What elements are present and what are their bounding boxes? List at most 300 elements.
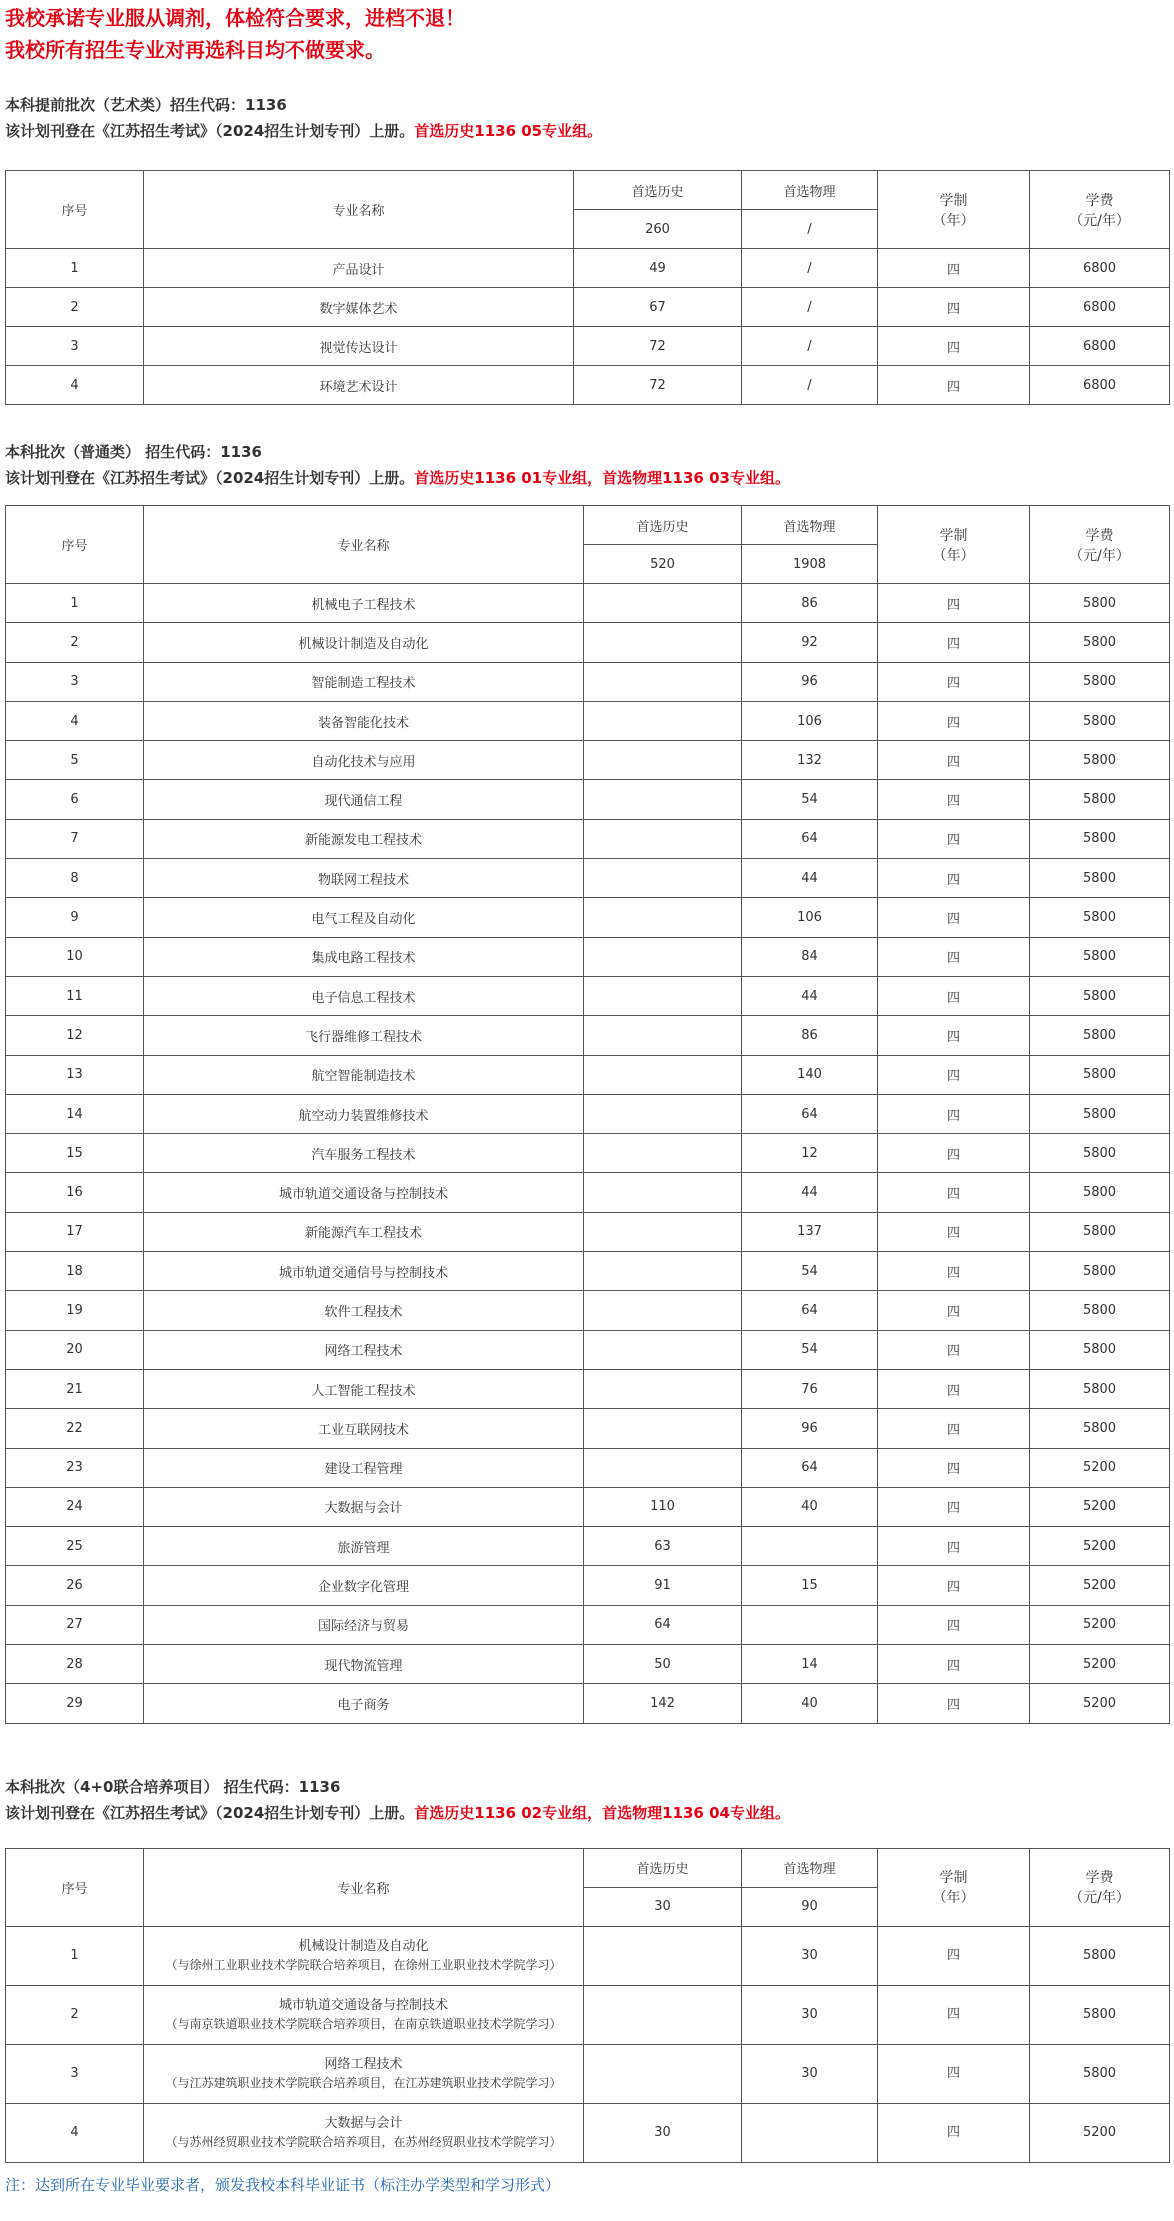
- row-duration: 四: [878, 819, 1030, 858]
- row-major-name: 现代物流管理: [144, 1645, 584, 1684]
- row-history: 50: [584, 1645, 742, 1684]
- row-duration: 四: [878, 1291, 1030, 1330]
- header-history: 首选历史: [584, 506, 742, 545]
- notice-block: [5, 0, 1169, 66]
- row-fee: 5200: [1030, 1527, 1170, 1566]
- row-fee: 5800: [1030, 1252, 1170, 1291]
- row-seq: 17: [6, 1212, 144, 1251]
- row-seq: 2: [6, 288, 144, 327]
- row-fee: 5800: [1030, 741, 1170, 780]
- header-duration-line1: 学制: [939, 527, 968, 544]
- row-seq: 7: [6, 819, 144, 858]
- table-row: [6, 1016, 1170, 1055]
- row-history: 30: [584, 2103, 742, 2162]
- section2-table: [5, 505, 1170, 1724]
- row-duration: 四: [878, 1448, 1030, 1487]
- row-physics: 86: [742, 1016, 878, 1055]
- row-history: [584, 780, 742, 819]
- table-row: [6, 1926, 1170, 1985]
- header-fee: [1030, 1848, 1170, 1926]
- table-row: [6, 780, 1170, 819]
- row-history: [584, 1409, 742, 1448]
- table-row: [6, 366, 1170, 405]
- row-physics: /: [742, 327, 878, 366]
- row-seq: 1: [6, 1926, 144, 1985]
- row-major-name: 装备智能化技术: [144, 701, 584, 740]
- header-duration-line2: （年）: [932, 1890, 975, 1907]
- row-major-title: 机械设计制造及自动化: [298, 1938, 429, 1954]
- row-physics: 44: [742, 976, 878, 1015]
- row-seq: 2: [6, 623, 144, 662]
- table-row: [6, 976, 1170, 1015]
- footnote: 注：达到所在专业毕业要求者，颁发我校本科毕业证书（标注办学类型和学习形式）: [5, 2175, 561, 2194]
- row-major-name: 电子信息工程技术: [144, 976, 584, 1015]
- row-duration: 四: [878, 859, 1030, 898]
- row-history: [584, 1369, 742, 1408]
- row-duration: 四: [878, 1409, 1030, 1448]
- row-major-name: 电气工程及自动化: [144, 898, 584, 937]
- row-history: [584, 2044, 742, 2103]
- row-seq: 21: [6, 1369, 144, 1408]
- row-major-name: 旅游管理: [144, 1527, 584, 1566]
- row-major-name: 新能源发电工程技术: [144, 819, 584, 858]
- row-physics: 14: [742, 1645, 878, 1684]
- row-major-name: [144, 2103, 584, 2162]
- row-seq: 24: [6, 1487, 144, 1526]
- table-row: [6, 249, 1170, 288]
- table-row: [6, 1985, 1170, 2044]
- table-header-row: [6, 506, 1170, 545]
- table-row: [6, 1330, 1170, 1369]
- header-duration-line1: 学制: [939, 1870, 968, 1887]
- header-fee-line2: （元/年）: [1069, 547, 1130, 564]
- row-seq: 22: [6, 1409, 144, 1448]
- row-major-name: 汽车服务工程技术: [144, 1134, 584, 1173]
- row-duration: 四: [878, 1645, 1030, 1684]
- row-major-name: 集成电路工程技术: [144, 937, 584, 976]
- table-row: [6, 1212, 1170, 1251]
- row-seq: 12: [6, 1016, 144, 1055]
- table-row: [6, 623, 1170, 662]
- total-history: 520: [584, 545, 742, 584]
- header-fee: [1030, 506, 1170, 584]
- section1-group: 首选历史1136 05专业组。: [414, 122, 603, 140]
- header-physics: 首选物理: [742, 1848, 878, 1887]
- row-history: 64: [584, 1605, 742, 1644]
- section2-group: 首选历史1136 01专业组，首选物理1136 03专业组。: [414, 469, 790, 487]
- section1-table: [5, 170, 1170, 405]
- row-history: [584, 1094, 742, 1133]
- row-major-name: 机械设计制造及自动化: [144, 623, 584, 662]
- row-duration: 四: [878, 327, 1030, 366]
- header-major: 专业名称: [144, 506, 584, 584]
- header-major: 专业名称: [144, 171, 574, 249]
- section3-group: 首选历史1136 02专业组，首选物理1136 04专业组。: [414, 1803, 790, 1822]
- row-fee: 5800: [1030, 859, 1170, 898]
- header-duration-line2: （年）: [932, 547, 975, 564]
- row-major-name: 视觉传达设计: [144, 327, 574, 366]
- row-fee: 5800: [1030, 1134, 1170, 1173]
- row-fee: 6800: [1030, 366, 1170, 405]
- row-major-note: （与苏州经贸职业技术学院联合培养项目，在苏州经贸职业技术学院学习）: [165, 2134, 562, 2149]
- row-major-name: 新能源汽车工程技术: [144, 1212, 584, 1251]
- row-history: [584, 1173, 742, 1212]
- row-physics: 44: [742, 1173, 878, 1212]
- row-duration: 四: [878, 976, 1030, 1015]
- row-fee: 5800: [1030, 584, 1170, 623]
- row-seq: 3: [6, 327, 144, 366]
- row-fee: 5800: [1030, 1985, 1170, 2044]
- row-major-name: 国际经济与贸易: [144, 1605, 584, 1644]
- row-seq: 8: [6, 859, 144, 898]
- header-seq: 序号: [6, 1848, 144, 1926]
- table-row: [6, 1291, 1170, 1330]
- row-physics: 15: [742, 1566, 878, 1605]
- row-major-name: 城市轨道交通信号与控制技术: [144, 1252, 584, 1291]
- row-fee: 5800: [1030, 898, 1170, 937]
- row-seq: 3: [6, 662, 144, 701]
- table-header-row: [6, 1848, 1170, 1887]
- section2-subtitle: [5, 465, 1169, 491]
- table-row: [6, 1173, 1170, 1212]
- table-row: [6, 2103, 1170, 2162]
- row-history: 63: [584, 1527, 742, 1566]
- row-major-title: 城市轨道交通设备与控制技术: [278, 1997, 448, 2013]
- row-duration: 四: [878, 1055, 1030, 1094]
- row-fee: 5800: [1030, 1409, 1170, 1448]
- row-duration: 四: [878, 1016, 1030, 1055]
- row-duration: 四: [878, 1926, 1030, 1985]
- row-fee: 6800: [1030, 327, 1170, 366]
- header-physics: 首选物理: [742, 171, 878, 210]
- section2-heading: [5, 439, 1169, 491]
- row-fee: 5800: [1030, 623, 1170, 662]
- row-history: [584, 701, 742, 740]
- row-major-note: （与徐州工业职业技术学院联合培养项目，在徐州工业职业技术学院学习）: [165, 1957, 562, 1972]
- row-physics: 54: [742, 1330, 878, 1369]
- row-major-name: 企业数字化管理: [144, 1566, 584, 1605]
- row-physics: /: [742, 288, 878, 327]
- row-history: [584, 1330, 742, 1369]
- table-row: [6, 1487, 1170, 1526]
- row-major-name: 物联网工程技术: [144, 859, 584, 898]
- row-physics: 64: [742, 819, 878, 858]
- row-major-name: 建设工程管理: [144, 1448, 584, 1487]
- header-major: 专业名称: [144, 1848, 584, 1926]
- row-history: [584, 1212, 742, 1251]
- row-fee: 5800: [1030, 937, 1170, 976]
- row-duration: 四: [878, 623, 1030, 662]
- row-fee: 5800: [1030, 819, 1170, 858]
- header-seq: 序号: [6, 506, 144, 584]
- row-major-name: 电子商务: [144, 1684, 584, 1723]
- row-physics: 12: [742, 1134, 878, 1173]
- row-fee: 5800: [1030, 780, 1170, 819]
- row-seq: 19: [6, 1291, 144, 1330]
- row-physics: 40: [742, 1684, 878, 1723]
- row-seq: 28: [6, 1645, 144, 1684]
- row-duration: 四: [878, 1985, 1030, 2044]
- table-header-row: [6, 171, 1170, 210]
- row-history: 72: [574, 366, 742, 405]
- row-physics: 106: [742, 898, 878, 937]
- row-seq: 3: [6, 2044, 144, 2103]
- row-seq: 26: [6, 1566, 144, 1605]
- notice-subjects: 我校所有招生专业对再选科目均不做要求。: [5, 38, 385, 62]
- table-row: [6, 1448, 1170, 1487]
- table-row: [6, 327, 1170, 366]
- row-fee: 6800: [1030, 249, 1170, 288]
- section1-subtitle-text: 该计划刊登在《江苏招生考试》（2024招生计划专刊）上册。: [5, 122, 415, 140]
- row-duration: 四: [878, 2044, 1030, 2103]
- row-duration: 四: [878, 1566, 1030, 1605]
- row-major-name: 环境艺术设计: [144, 366, 574, 405]
- row-major-name: 机械电子工程技术: [144, 584, 584, 623]
- row-duration: 四: [878, 780, 1030, 819]
- row-physics: [742, 1527, 878, 1566]
- section1-title: 本科提前批次（艺术类）招生代码：1136: [5, 96, 287, 114]
- row-fee: 5800: [1030, 1173, 1170, 1212]
- header-duration: [878, 1848, 1030, 1926]
- row-duration: 四: [878, 1173, 1030, 1212]
- row-major-title: 网络工程技术: [324, 2056, 403, 2072]
- row-physics: 64: [742, 1094, 878, 1133]
- row-seq: 1: [6, 584, 144, 623]
- table-row: [6, 1605, 1170, 1644]
- row-fee: 5800: [1030, 1291, 1170, 1330]
- row-physics: /: [742, 366, 878, 405]
- row-seq: 1: [6, 249, 144, 288]
- table-row: [6, 859, 1170, 898]
- table-row: [6, 819, 1170, 858]
- row-physics: 96: [742, 1409, 878, 1448]
- header-fee-line1: 学费: [1085, 192, 1114, 209]
- row-duration: 四: [878, 366, 1030, 405]
- row-fee: 5200: [1030, 1645, 1170, 1684]
- table-row: [6, 1055, 1170, 1094]
- section3-subtitle-text: 该计划刊登在《江苏招生考试》（2024招生计划专刊）上册。: [5, 1803, 415, 1822]
- row-seq: 4: [6, 701, 144, 740]
- row-seq: 14: [6, 1094, 144, 1133]
- row-major-name: 网络工程技术: [144, 1330, 584, 1369]
- row-fee: 5800: [1030, 1055, 1170, 1094]
- row-seq: 13: [6, 1055, 144, 1094]
- row-major-name: 工业互联网技术: [144, 1409, 584, 1448]
- row-fee: 5200: [1030, 1448, 1170, 1487]
- header-fee-line1: 学费: [1085, 527, 1114, 544]
- row-fee: 5800: [1030, 2044, 1170, 2103]
- row-history: [584, 819, 742, 858]
- row-physics: 96: [742, 662, 878, 701]
- row-duration: 四: [878, 937, 1030, 976]
- row-major-name: 航空智能制造技术: [144, 1055, 584, 1094]
- row-major-name: [144, 1985, 584, 2044]
- row-major-note: （与南京铁道职业技术学院联合培养项目，在南京铁道职业技术学院学习）: [165, 2016, 562, 2031]
- row-history: 67: [574, 288, 742, 327]
- row-seq: 20: [6, 1330, 144, 1369]
- row-seq: 9: [6, 898, 144, 937]
- row-seq: 6: [6, 780, 144, 819]
- section1-subtitle: [5, 118, 1169, 144]
- row-physics: 132: [742, 741, 878, 780]
- row-major-name: 飞行器维修工程技术: [144, 1016, 584, 1055]
- row-physics: 137: [742, 1212, 878, 1251]
- row-duration: 四: [878, 2103, 1030, 2162]
- row-duration: 四: [878, 1252, 1030, 1291]
- row-seq: 27: [6, 1605, 144, 1644]
- row-physics: 44: [742, 859, 878, 898]
- section3-title: 本科批次（4+0联合培养项目） 招生代码：1136: [5, 1777, 341, 1796]
- row-history: 49: [574, 249, 742, 288]
- table-row: [6, 898, 1170, 937]
- table-row: [6, 1094, 1170, 1133]
- row-physics: 140: [742, 1055, 878, 1094]
- row-physics: 54: [742, 780, 878, 819]
- row-major-title: 大数据与会计: [324, 2115, 403, 2131]
- row-duration: 四: [878, 898, 1030, 937]
- row-history: [584, 976, 742, 1015]
- row-duration: 四: [878, 1134, 1030, 1173]
- row-seq: 16: [6, 1173, 144, 1212]
- notice-adjustment: 我校承诺专业服从调剂，体检符合要求，进档不退！: [5, 6, 465, 30]
- table-row: [6, 584, 1170, 623]
- header-duration: [878, 506, 1030, 584]
- section3-table: [5, 1848, 1170, 2163]
- row-seq: 5: [6, 741, 144, 780]
- row-duration: 四: [878, 1487, 1030, 1526]
- table-row: [6, 1369, 1170, 1408]
- total-history: 30: [584, 1887, 742, 1926]
- row-history: 72: [574, 327, 742, 366]
- row-history: [584, 859, 742, 898]
- total-history: 260: [574, 210, 742, 249]
- row-fee: 5200: [1030, 1487, 1170, 1526]
- row-major-name: 航空动力装置维修技术: [144, 1094, 584, 1133]
- table-row: [6, 1566, 1170, 1605]
- header-seq: 序号: [6, 171, 144, 249]
- total-physics: 1908: [742, 545, 878, 584]
- table-row: [6, 741, 1170, 780]
- row-major-name: 大数据与会计: [144, 1487, 584, 1526]
- row-fee: 5800: [1030, 976, 1170, 1015]
- table-row: [6, 662, 1170, 701]
- row-physics: /: [742, 249, 878, 288]
- row-major-name: 城市轨道交通设备与控制技术: [144, 1173, 584, 1212]
- row-history: [584, 1291, 742, 1330]
- table-row: [6, 2044, 1170, 2103]
- row-physics: 30: [742, 2044, 878, 2103]
- row-fee: 5800: [1030, 701, 1170, 740]
- row-fee: 6800: [1030, 288, 1170, 327]
- section3-heading: [5, 1774, 1169, 1826]
- row-duration: 四: [878, 1212, 1030, 1251]
- row-fee: 5800: [1030, 1926, 1170, 1985]
- row-history: [584, 898, 742, 937]
- row-major-name: [144, 2044, 584, 2103]
- section2-title: 本科批次（普通类） 招生代码：1136: [5, 443, 262, 461]
- table-row: [6, 1134, 1170, 1173]
- row-history: [584, 741, 742, 780]
- header-duration: [878, 171, 1030, 249]
- table-row: [6, 937, 1170, 976]
- row-physics: 30: [742, 1985, 878, 2044]
- row-history: [584, 1926, 742, 1985]
- row-physics: 54: [742, 1252, 878, 1291]
- row-history: [584, 623, 742, 662]
- row-major-name: 软件工程技术: [144, 1291, 584, 1330]
- row-major-name: 产品设计: [144, 249, 574, 288]
- row-duration: 四: [878, 584, 1030, 623]
- row-fee: 5200: [1030, 2103, 1170, 2162]
- row-duration: 四: [878, 741, 1030, 780]
- row-history: [584, 1134, 742, 1173]
- row-history: [584, 662, 742, 701]
- row-physics: 40: [742, 1487, 878, 1526]
- row-major-name: 数字媒体艺术: [144, 288, 574, 327]
- section3-subtitle: [5, 1800, 1169, 1826]
- header-fee-line2: （元/年）: [1069, 212, 1130, 229]
- row-fee: 5800: [1030, 662, 1170, 701]
- header-fee: [1030, 171, 1170, 249]
- row-history: 110: [584, 1487, 742, 1526]
- row-duration: 四: [878, 662, 1030, 701]
- row-seq: 15: [6, 1134, 144, 1173]
- table-row: [6, 701, 1170, 740]
- row-physics: [742, 1605, 878, 1644]
- row-duration: 四: [878, 701, 1030, 740]
- total-physics: /: [742, 210, 878, 249]
- row-history: [584, 937, 742, 976]
- row-fee: 5800: [1030, 1212, 1170, 1251]
- row-seq: 18: [6, 1252, 144, 1291]
- row-major-name: 现代通信工程: [144, 780, 584, 819]
- row-fee: 5800: [1030, 1330, 1170, 1369]
- row-major-name: 人工智能工程技术: [144, 1369, 584, 1408]
- row-seq: 4: [6, 366, 144, 405]
- header-fee-line2: （元/年）: [1069, 1890, 1130, 1907]
- row-physics: 30: [742, 1926, 878, 1985]
- header-history: 首选历史: [574, 171, 742, 210]
- row-major-note: （与江苏建筑职业技术学院联合培养项目，在江苏建筑职业技术学院学习）: [165, 2075, 562, 2090]
- table-row: [6, 288, 1170, 327]
- row-physics: 84: [742, 937, 878, 976]
- row-physics: 86: [742, 584, 878, 623]
- row-major-name: [144, 1926, 584, 1985]
- row-duration: 四: [878, 1684, 1030, 1723]
- row-history: [584, 1055, 742, 1094]
- row-seq: 10: [6, 937, 144, 976]
- row-history: [584, 1985, 742, 2044]
- row-seq: 4: [6, 2103, 144, 2162]
- row-major-name: 自动化技术与应用: [144, 741, 584, 780]
- row-fee: 5200: [1030, 1566, 1170, 1605]
- table-row: [6, 1527, 1170, 1566]
- header-physics: 首选物理: [742, 506, 878, 545]
- total-physics: 90: [742, 1887, 878, 1926]
- row-fee: 5200: [1030, 1605, 1170, 1644]
- header-duration-line1: 学制: [939, 192, 968, 209]
- row-duration: 四: [878, 1527, 1030, 1566]
- table-row: [6, 1252, 1170, 1291]
- row-physics: 106: [742, 701, 878, 740]
- row-physics: [742, 2103, 878, 2162]
- table-row: [6, 1409, 1170, 1448]
- row-duration: 四: [878, 1330, 1030, 1369]
- row-duration: 四: [878, 1369, 1030, 1408]
- row-duration: 四: [878, 1094, 1030, 1133]
- row-seq: 11: [6, 976, 144, 1015]
- table-row: [6, 1684, 1170, 1723]
